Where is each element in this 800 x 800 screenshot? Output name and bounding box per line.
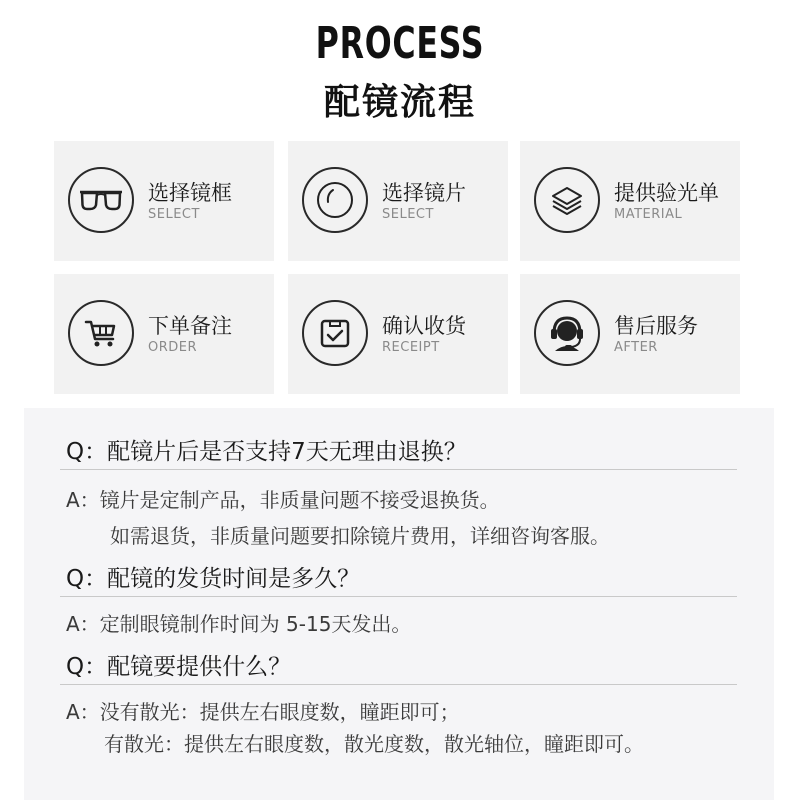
- step-subtitle: AFTER: [614, 340, 658, 355]
- faq-answer-3-line-1: A：没有散光：提供左右眼度数，瞳距即可；: [66, 700, 460, 724]
- step-card-after-sales: [520, 274, 740, 394]
- faq-question-2: Q：配镜的发货时间是多久？: [66, 566, 361, 592]
- faq-answer-3-line-2: 有散光：提供左右眼度数，散光度数，散光轴位，瞳距即可。: [104, 732, 644, 756]
- divider: [60, 596, 737, 597]
- step-subtitle: SELECT: [382, 207, 434, 222]
- step-title: 售后服务: [614, 314, 698, 338]
- layers-icon: [534, 167, 600, 233]
- step-card-select-lens: [288, 141, 508, 261]
- step-title: 确认收货: [382, 314, 466, 338]
- headset-icon: [534, 300, 600, 366]
- step-title: 下单备注: [148, 314, 232, 338]
- step-card-receipt: [288, 274, 508, 394]
- step-card-material: [520, 141, 740, 261]
- lens-icon: [302, 167, 368, 233]
- divider: [60, 684, 737, 685]
- glasses-icon: [68, 167, 134, 233]
- step-card-select-frame: [54, 141, 274, 261]
- step-title: 选择镜框: [148, 181, 232, 205]
- faq-answer-1-line-2: 如需退货，非质量问题要扣除镜片费用，详细咨询客服。: [110, 524, 610, 548]
- faq-answer-1-line-1: A：镜片是定制产品，非质量问题不接受退换货。: [66, 488, 500, 512]
- faq-question-3: Q：配镜要提供什么？: [66, 654, 292, 680]
- cart-icon: [68, 300, 134, 366]
- faq-question-1: Q：配镜片后是否支持7天无理由退换？: [66, 439, 467, 465]
- faq-answer-2-line-1: A：定制眼镜制作时间为 5-15天发出。: [66, 612, 412, 636]
- page-title-en: PROCESS: [315, 18, 485, 69]
- step-subtitle: MATERIAL: [614, 207, 683, 222]
- step-title: 选择镜片: [382, 181, 466, 205]
- step-card-order: [54, 274, 274, 394]
- page-title-zh: 配镜流程: [323, 82, 476, 123]
- checkbox-icon: [302, 300, 368, 366]
- step-subtitle: ORDER: [148, 340, 198, 355]
- divider: [60, 469, 737, 470]
- step-subtitle: RECEIPT: [382, 340, 440, 355]
- step-title: 提供验光单: [614, 181, 719, 205]
- step-subtitle: SELECT: [148, 207, 200, 222]
